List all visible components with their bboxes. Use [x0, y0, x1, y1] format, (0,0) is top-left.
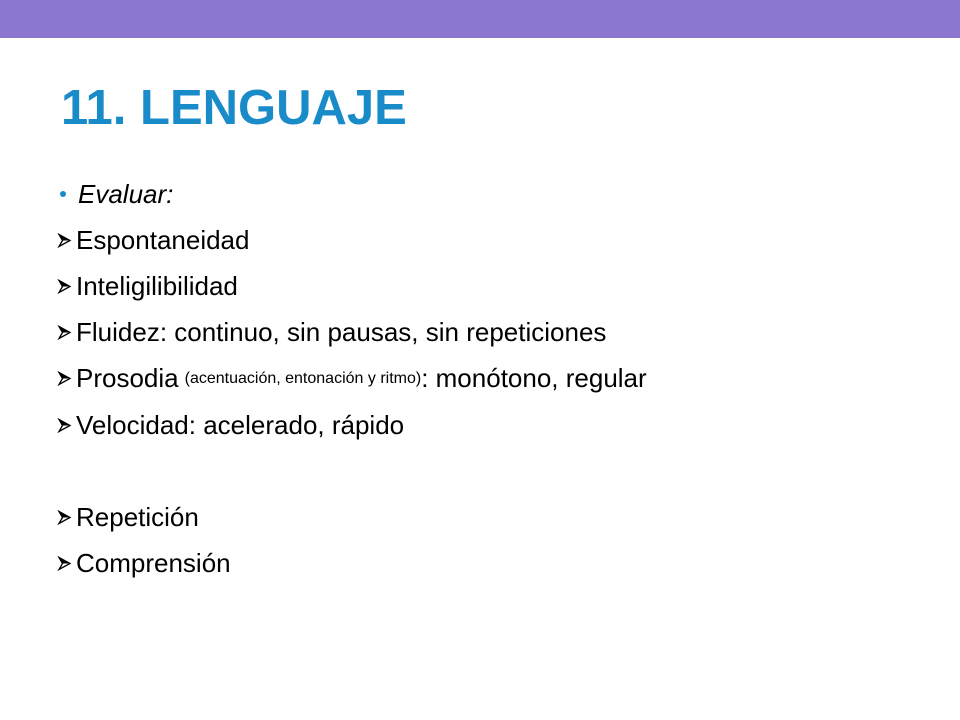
top-accent-bar: [0, 0, 960, 38]
arrowhead-bullet-icon: [57, 325, 72, 340]
list-item-text: Inteligilibilidad: [76, 271, 238, 301]
list-item-text: Prosodia: [76, 363, 179, 393]
arrowhead-bullet-icon: [57, 279, 72, 294]
arrowhead-bullet-icon: [57, 371, 72, 386]
list-item-suffix: : monótono, regular: [421, 363, 647, 393]
list-item-espontaneidad: [57, 224, 249, 256]
dot-bullet-icon: [60, 191, 66, 197]
intro-item: [57, 178, 173, 210]
slide-title: 11. LENGUAJE: [61, 81, 407, 135]
list-item-comprension: [57, 547, 231, 579]
list-item-text: Velocidad: acelerado, rápido: [76, 410, 405, 440]
arrowhead-bullet-icon: [57, 233, 72, 248]
list-item-text: Fluidez: continuo, sin pausas, sin repeticiones: [76, 317, 607, 347]
list-item-text: Espontaneidad: [76, 225, 250, 255]
list-item-prosodia: [57, 362, 647, 394]
intro-text: Evaluar:: [78, 179, 174, 209]
list-item-fluidez: [57, 316, 606, 348]
arrowhead-bullet-icon: [57, 510, 72, 525]
arrowhead-bullet-icon: [57, 418, 72, 433]
list-item-text: Comprensión: [76, 548, 231, 578]
list-item-text: Repetición: [76, 502, 199, 532]
arrowhead-bullet-icon: [57, 556, 72, 571]
list-item-inteligilibilidad: [57, 270, 238, 302]
list-item-note: (acentuación, entonación y ritmo): [184, 370, 422, 387]
list-item-repeticion: [57, 501, 199, 533]
list-item-velocidad: [57, 409, 404, 441]
